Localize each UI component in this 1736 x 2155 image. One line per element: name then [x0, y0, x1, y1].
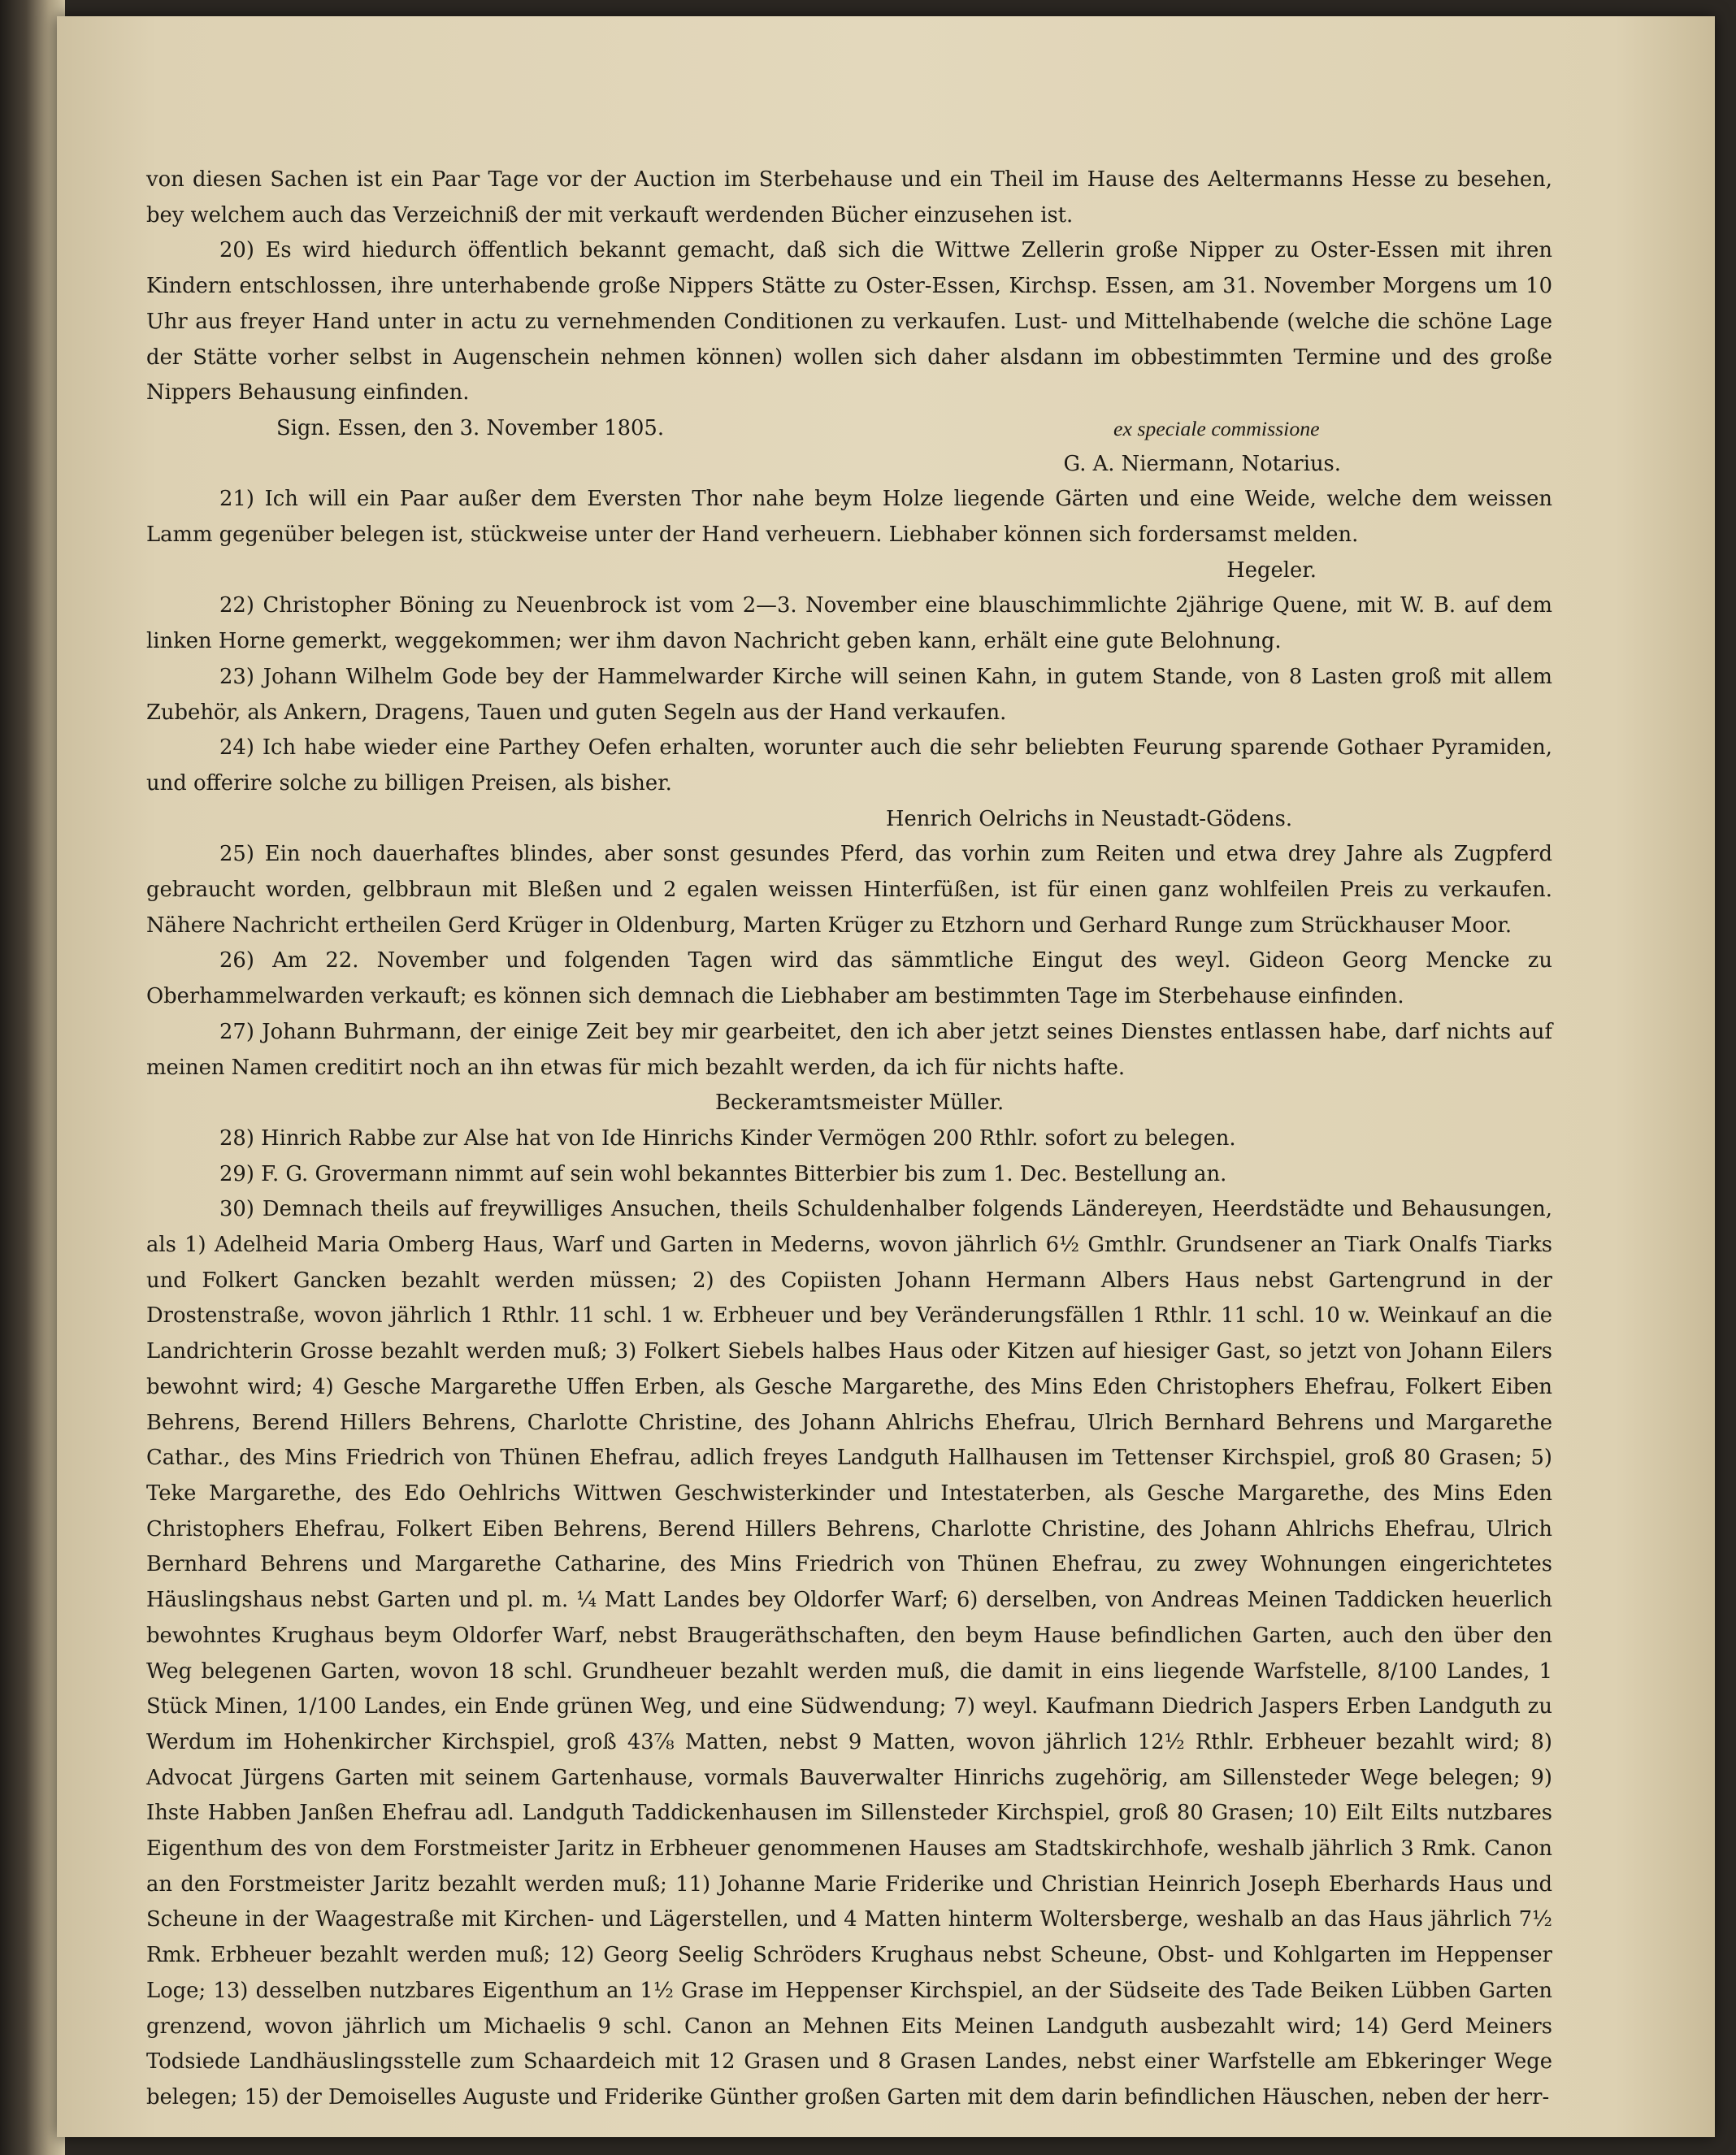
notary-name: G. A. Niermann, Notarius. — [1063, 451, 1341, 476]
paragraph-27-signature: Beckeramtsmeister Müller. — [715, 1091, 1005, 1116]
paragraph-continued: von diesen Sachen ist ein Paar Tage vor der Auction im Sterbehause und ein Theil im Hause des Aeltermanns Hesse zu besehen, bey welchem auch das Verzeichniß der mit verkauft werdenden Bücher einzusehen ist. — [146, 167, 1552, 228]
paragraph-24-signature: Henrich Oelrichs in Neustadt-Gödens. — [886, 806, 1293, 831]
paragraph-24: 24) Ich habe wieder eine Parthey Oefen erhalten, worunter auch die sehr beliebten Feurung sparende Gothaer Pyramiden, und offerire solche zu billigen Preisen, als bisher. — [146, 735, 1552, 796]
paragraph-26: 26) Am 22. November und folgenden Tagen wird das sämmtliche Eingut des weyl. Gideon Georg Mencke zu Oberhammelwarden verkauft; es können sich demnach die Liebhaber am bestimmten Tage im Sterbehause einfinden. — [146, 948, 1552, 1009]
sign-place-date: Sign. Essen, den 3. November 1805. — [276, 415, 665, 440]
paragraph-27: 27) Johann Buhrmann, der einige Zeit bey mir gearbeitet, den ich aber jetzt seines Dienstes entlassen habe, darf nichts auf meinen Namen creditirt noch an ihn etwas für mich bezahlt werden, da ich für nichts hafte. — [146, 1019, 1552, 1080]
paragraph-21-signature: Hegeler. — [1226, 557, 1317, 583]
paragraph-29: 29) F. G. Grovermann nimmt auf sein wohl bekanntes Bitterbier bis zum 1. Dec. Bestellung an. — [219, 1161, 1227, 1186]
paragraph-21: 21) Ich will ein Paar außer dem Eversten Thor nahe beym Holze liegende Gärten und eine Weide, welche dem weissen Lamm gegenüber belegen ist, stückweise unter der Hand verheuern. Liebhaber können sich fordersamst melden. — [146, 487, 1552, 548]
signature-line — [146, 411, 1552, 447]
paragraph-25: 25) Ein noch dauerhaftes blindes, aber sonst gesundes Pferd, das vorhin zum Reiten und etwa drey Jahre als Zugpferd gebraucht worden, gelbbraun mit Bleßen und 2 egalen weissen Hinterfüßen, ist für einen ganz wohlfeilen Preis zu verkaufen. Nähere Nachricht ertheilen Gerd Krüger in Oldenburg, Marten Krüger zu Etzhorn und Gerhard Runge zum Strückhauser Moor. — [146, 842, 1552, 938]
paragraph-30: 30) Demnach theils auf freywilliges Ansuchen, theils Schuldenhalber folgends Ländereyen, Heerdstädte und Behausungen, als 1) Adelheid Maria Omberg Haus, Warf und Garten in Mederns, wovon jährlich 6½ Gmthlr. Grundsener an Tiark Onalfs Tiarks und Folkert Gancken bezahlt werden müssen; 2) des Copiisten Johann Hermann Albers Haus nebst Gartengrund in der Drostenstraße, wovon jährlich 1 Rthlr. 11 schl. 1 w. Erbheuer und bey Veränderungsfällen 1 Rthlr. 11 schl. 10 w. Weinkauf an die Landrichterin Grosse bezahlt werden muß; 3) Folkert Siebels halbes Haus oder Kitzen auf hiesiger Gast, so jetzt von Johann Eilers bewohnt wird; 4) Gesche Margarethe Uffen Erben, als Gesche Margarethe, des Mins Eden Christophers Ehefrau, Folkert Eiben Behrens, Berend Hillers Behrens, Charlotte Christine, des Johann Ahlrichs Ehefrau, Ulrich Bernhard Behrens und Margarethe Cathar., des Mins Friedrich von Thünen Ehefrau, adlich freyes Landguth Hallhausen im Tettenser Kirchspiel, groß 80 Grasen; 5) Teke Margarethe, des Edo Oehlrichs Wittwen Geschwisterkinder und Intestaterben, als Gesche Margarethe, des Mins Eden Christophers Ehefrau, Folkert Eiben Behrens, Berend Hillers Behrens, Charlotte Christine, des Johann Ahlrichs Ehefrau, Ulrich Bernhard Behrens und Margarethe Catharine, des Mins Friedrich von Thünen Ehefrau, zu zwey Wohnungen eingerichtetes Häuslingshaus nebst Garten und pl. m. ¼ Matt Landes bey Oldorfer Warf; 6) derselben, von Andreas Meinen Taddicken heuerlich bewohntes Krughaus beym Oldorfer Warf, nebst Braugeräthschaften, den beym Hause befindlichen Garten, auch den über den Weg belegenen Garten, wovon 18 schl. Grundheuer bezahlt werden muß, die damit in eins liegende Warfstelle, 8/100 Landes, 1 Stück Minen, 1/100 Landes, ein Ende grünen Weg, und eine Südwendung; 7) weyl. Kaufmann Diedrich Jaspers Erben Landguth zu Werdum im Hohenkircher Kirchspiel, groß 43⅞ Matten, nebst 9 Matten, wovon jährlich 12½ Rthlr. Erbheuer bezahlt wird; 8) Advocat Jürgens Garten mit seinem Gartenhause, vormals Bauverwalter Hinrichs zugehörig, am Sillensteder Wege belegen; 9) Ihste Habben Janßen Ehefrau adl. Landguth Taddickenhausen im Sillensteder Kirchspiel, groß 80 Grasen; 10) Eilt Eilts nutzbares Eigenthum des von dem Forstmeister Jaritz in Erbheuer genommenen Hauses am Stadtskirchhofe, weshalb jährlich 3 Rmk. Canon an den Forstmeister Jaritz bezahlt werden muß; 11) Johanne Marie Friderike und Christian Heinrich Joseph Eberhards Haus und Scheune in der Waagestraße mit Kirchen- und Lägerstellen, und 4 Matten hinterm Woltersberge, weshalb an das Haus jährlich 7½ Rmk. Erbheuer bezahlt werden muß; 12) Georg Seelig Schröders Krughaus nebst Scheune, Obst- und Kohlgarten im Heppenser Loge; 13) desselben nutzbares Eigenthum an 1½ Grase im Heppenser Kirchspiel, an der Südseite des Tade Beiken Lübben Garten grenzend, wovon jährlich um Michaelis 9 schl. Canon an Mehnen Eits Meinen Landguth ausbezahlt wird; 14) Gerd Meiners Todsiede Landhäuslingsstelle zum Schaardeich mit 12 Grasen und 8 Grasen Landes, nebst einer Warfstelle am Ebkeringer Wege belegen; 15) der Demoiselles Auguste und Friderike Günther großen Garten mit dem darin befindlichen Häuschen, neben der herr- — [146, 1197, 1552, 2109]
sign-commission: ex speciale commissione — [1113, 416, 1320, 440]
paragraph-22: 22) Christopher Böning zu Neuenbrock ist vom 2—3. November eine blauschimmlichte 2jährige Quene, mit W. B. auf dem linken Horne gemerkt, weggekommen; wer ihm davon Nachricht geben kann, erhält eine gute Belohnung. — [146, 593, 1552, 654]
paragraph-28: 28) Hinrich Rabbe zur Alse hat von Ide Hinrichs Kinder Vermögen 200 Rthlr. sofort zu belegen. — [219, 1125, 1236, 1151]
book-spine — [0, 0, 65, 2155]
paragraph-20: 20) Es wird hiedurch öffentlich bekannt gemacht, daß sich die Wittwe Zellerin große Nipper zu Oster-Essen mit ihren Kindern entschlossen, ihre unterhabende große Nippers Stätte zu Oster-Essen, Kirchsp. Essen, am 31. November Morgens um 10 Uhr aus freyer Hand unter in actu zu vernehmenden Conditionen zu verkaufen. Lust- und Mittelhabende (welche die schöne Lage der Stätte vorher selbst in Augenschein nehmen können) wollen sich daher alsdann im obbestimmten Termine und des große Nippers Behausung einfinden. — [146, 238, 1552, 405]
book-page — [57, 16, 1715, 2137]
paragraph-23: 23) Johann Wilhelm Gode bey der Hammelwarder Kirche will seinen Kahn, in gutem Stande, von 8 Lasten groß mit allem Zubehör, als Ankern, Dragens, Tauen und guten Segeln aus der Hand verkaufen. — [146, 664, 1552, 725]
page-text — [146, 163, 1552, 2116]
